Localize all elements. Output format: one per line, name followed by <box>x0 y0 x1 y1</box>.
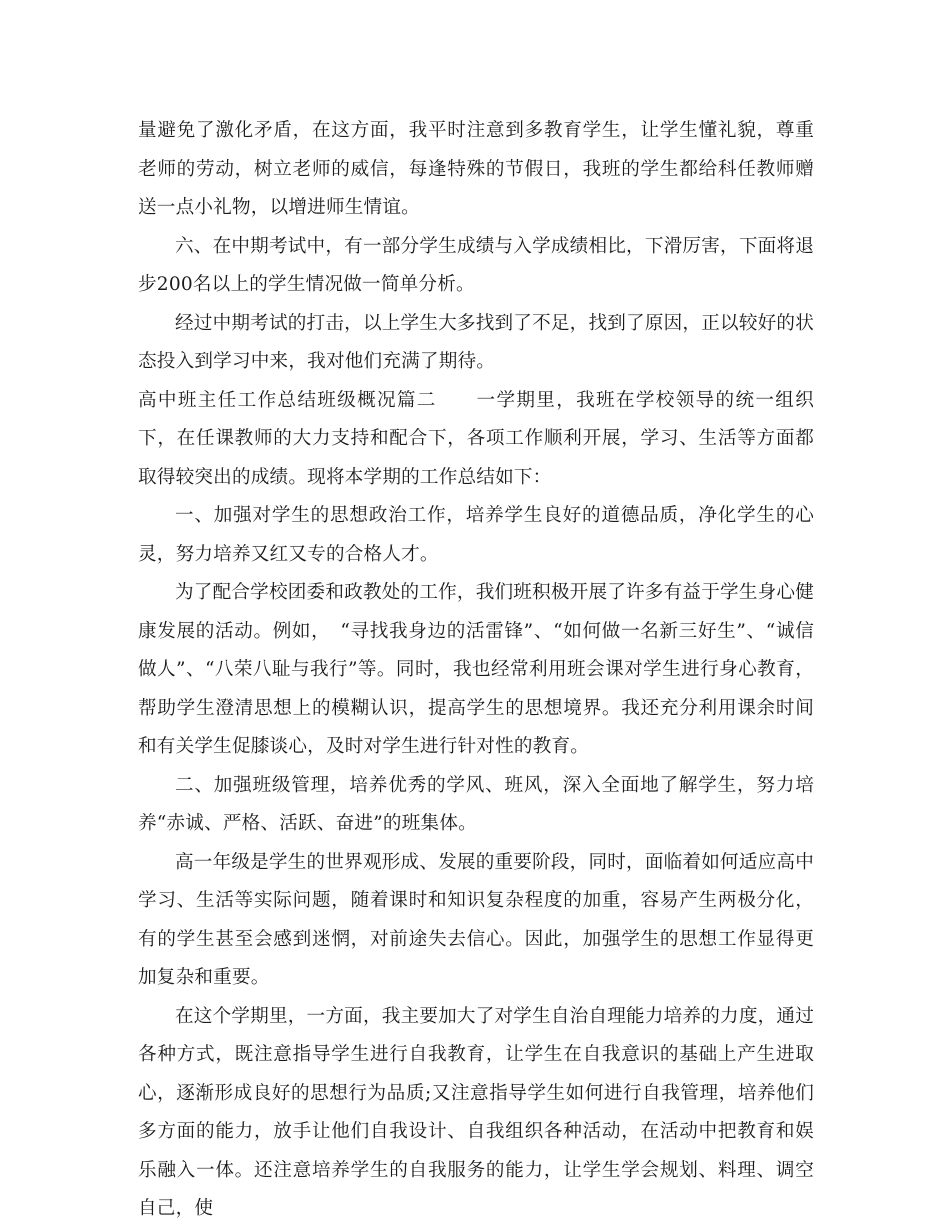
paragraph-semester-work: 在这个学期里，一方面，我主要加大了对学生自治自理能力培养的力度，通过各种方式，既注意指导学生进行自我教育，让学生在自我意识的基础上产生进取心，逐渐形成良好的思想行为品质;又注意指导学生如何进行自我管理，培养他们多方面的能力，放手让他们自我设计、自我组织各种活动，在活动中把教育和娱乐融入一体。还注意培养学生的自我服务的能力，让学生学会规划、料理、调空自己，使 <box>138 1005 814 1219</box>
document-body <box>138 112 814 1229</box>
paragraph-exam-reflection: 经过中期考试的打击，以上学生大多找到了不足，找到了原因，正以较好的状态投入到学习中来，我对他们充满了期待。 <box>138 312 814 372</box>
paragraph-continuation: 量避免了激化矛盾，在这方面，我平时注意到多教育学生，让学生懂礼貌，尊重老师的劳动，树立老师的威信，每逢特殊的节假日，我班的学生都给科任教师赠送一点小礼物，以增进师生情谊。 <box>138 120 814 218</box>
paragraph-activities: 为了配合学校团委和政教处的工作，我们班积极开展了许多有益于学生身心健康发展的活动。例如， “寻找我身边的活雷锋”、“如何做一名新三好生”、“诚信做人”、“八荣八耻与我行”等。同时，我也经常利用班会课对学生进行身心教育，帮助学生澄清思想上的模糊认识，提高学生的思想境界。我还充分利用课余时间和有关学生促膝谈心，及时对学生进行针对性的教育。 <box>138 582 814 757</box>
paragraph-grade-one: 高一年级是学生的世界观形成、发展的重要阶段，同时，面临着如何适应高中学习、生活等实际问题，随着课时和知识复杂程度的加重，容易产生两极分化，有的学生甚至会感到迷惘，对前途失去信心。因此，加强学生的思想工作显得更加复杂和重要。 <box>138 851 814 988</box>
paragraph-article-two-intro: 高中班主任工作总结班级概况篇二 一学期里，我班在学校领导的统一组织下，在任课教师的大力支持和配合下，各项工作顺利开展，学习、生活等方面都取得较突出的成绩。现将本学期的工作总结如下： <box>138 389 814 488</box>
paragraph-section-two: 二、加强班级管理，培养优秀的学风、班风，深入全面地了解学生，努力培养“赤诚、严格、活跃、奋进”的班集体。 <box>138 774 814 834</box>
paragraph-section-six: 六、在中期考试中，有一部分学生成绩与入学成绩相比，下滑厉害，下面将退步200名以上的学生情况做一简单分析。 <box>138 235 814 295</box>
paragraph-section-one: 一、加强对学生的思想政治工作，培养学生良好的道德品质，净化学生的心灵，努力培养又红又专的合格人才。 <box>138 505 814 565</box>
